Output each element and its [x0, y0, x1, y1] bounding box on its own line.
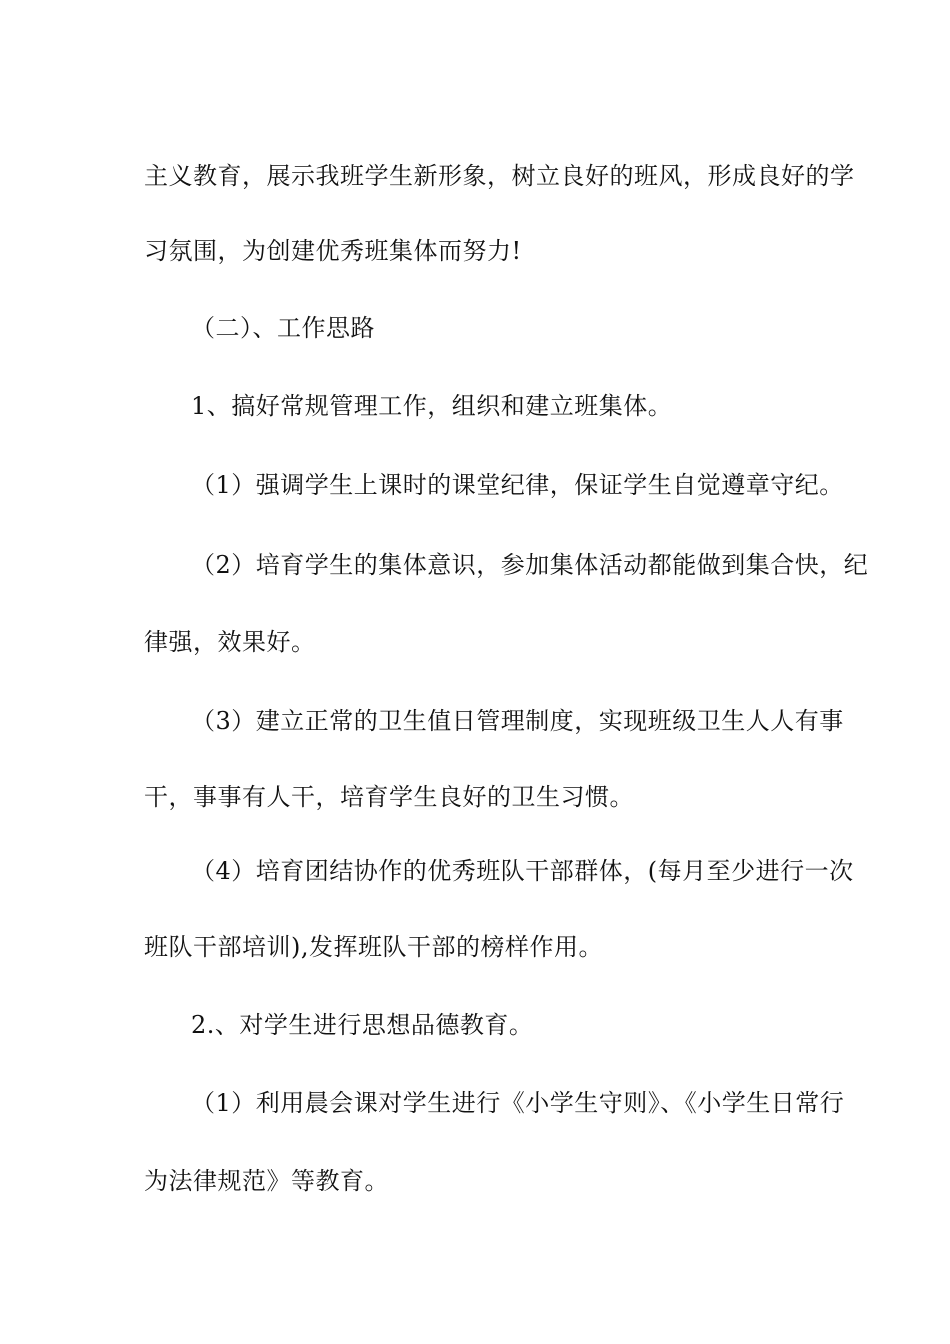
text-line-10: （4）培育团结协作的优秀班队干部群体，(每月至少进行一次: [191, 857, 854, 885]
text-line-4: 1、搞好常规管理工作，组织和建立班集体。: [191, 392, 673, 420]
text-line-12: 2.、对学生进行思想品德教育。: [191, 1011, 534, 1039]
text-line-2: 习氛围，为创建优秀班集体而努力!: [144, 237, 522, 265]
text-line-7: 律强，效果好。: [144, 628, 316, 656]
text-line-14: 为法律规范》等教育。: [144, 1167, 389, 1195]
text-line-6: （2）培育学生的集体意识，参加集体活动都能做到集合快，纪: [191, 551, 869, 579]
text-line-13: （1）利用晨会课对学生进行《小学生守则》、《小学生日常行: [191, 1089, 845, 1117]
section-heading: （二）、工作思路: [191, 314, 375, 342]
text-line-1: 主义教育，展示我班学生新形象，树立良好的班风，形成良好的学: [144, 162, 855, 190]
text-line-9: 干，事事有人干，培育学生良好的卫生习惯。: [144, 783, 634, 811]
text-line-11: 班队干部培训),发挥班队干部的榜样作用。: [144, 933, 603, 961]
text-line-8: （3）建立正常的卫生值日管理制度，实现班级卫生人人有事: [191, 707, 844, 735]
text-line-5: （1）强调学生上课时的课堂纪律，保证学生自觉遵章守纪。: [191, 471, 844, 499]
